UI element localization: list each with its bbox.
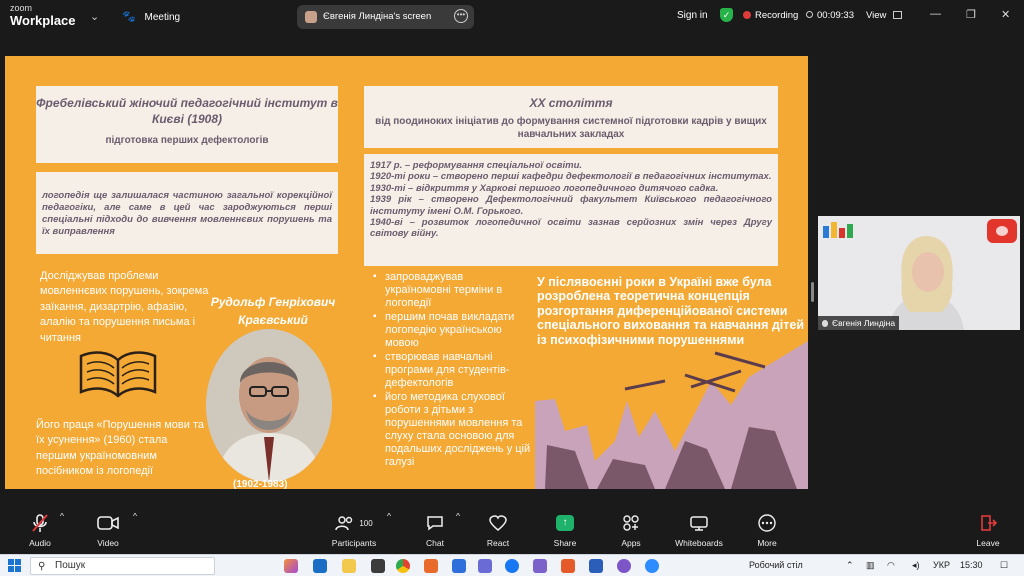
restore-icon[interactable]: ❐ — [966, 9, 976, 21]
more-button[interactable] — [747, 511, 787, 548]
whiteboard-icon — [689, 515, 709, 531]
video-button[interactable] — [88, 511, 128, 548]
participant-name: Євгенія Линдіна — [832, 318, 896, 328]
portrait-image — [206, 329, 332, 482]
store-app-icon[interactable] — [371, 559, 385, 573]
chat-label: Chat — [426, 538, 444, 548]
screen-share-pill[interactable] — [297, 5, 474, 29]
video-label: Video — [97, 538, 119, 548]
chevron-up-icon[interactable]: ^ — [60, 511, 64, 521]
app-icon[interactable] — [452, 559, 466, 573]
chrome-app-icon[interactable] — [396, 559, 410, 573]
list-item: ▪ запроваджував україномовні терміни в логопедії — [373, 271, 531, 310]
meeting-menu[interactable] — [122, 10, 180, 23]
app-icon[interactable] — [424, 559, 438, 573]
achievements-list — [373, 271, 531, 470]
microphone-icon — [822, 320, 828, 327]
grid-icon — [893, 11, 902, 19]
participants-label: Participants — [331, 538, 377, 548]
century-box — [364, 86, 778, 148]
participants-button[interactable] — [326, 511, 382, 548]
person-name: Рудольф Генріхович Краєвський — [210, 295, 336, 327]
list-item: ▪ першим почав викладати логопедію українською мовою — [373, 311, 531, 350]
app-icon[interactable] — [478, 559, 492, 573]
panel-resize-handle[interactable] — [811, 282, 814, 302]
participant-nameplate — [818, 316, 899, 330]
heart-icon — [489, 515, 507, 531]
notifications-icon[interactable]: ☐ — [1000, 560, 1009, 570]
chat-icon — [426, 515, 444, 531]
search-icon: ⚲ — [38, 561, 46, 572]
chevron-up-icon[interactable]: ^ — [387, 511, 391, 521]
meeting-toolbar — [0, 507, 1024, 553]
ruined-buildings-illustration — [535, 341, 808, 489]
more-label: More — [757, 538, 777, 548]
share-screen-icon: ↑ — [556, 515, 574, 531]
logo-zoom-text: zoom — [10, 3, 33, 13]
record-dot-icon — [743, 11, 751, 19]
taskbar-search-input[interactable] — [30, 557, 215, 575]
recording-indicator[interactable] — [743, 10, 798, 21]
windows-taskbar — [0, 554, 1024, 576]
file-explorer-icon[interactable] — [342, 559, 356, 573]
participants-count: 100 — [359, 518, 373, 528]
meeting-timer — [806, 10, 854, 21]
view-menu[interactable] — [866, 10, 902, 21]
apps-label: Apps — [621, 538, 641, 548]
logo-workplace-text: Workplace — [10, 13, 76, 28]
clock-icon — [806, 11, 813, 18]
sign-in-link[interactable]: Sign in — [677, 10, 708, 21]
school-logo — [821, 218, 857, 240]
recording-label: Recording — [755, 10, 799, 21]
whiteboards-label: Whiteboards — [675, 538, 723, 548]
close-icon[interactable]: ✕ — [1001, 9, 1011, 21]
volume-icon[interactable]: ◂) — [912, 560, 920, 570]
century-title: XX століття — [529, 96, 613, 110]
participants-icon — [335, 515, 355, 531]
leave-icon — [979, 514, 997, 532]
institute-title: Фребелівський жіночий педагогічний інститут в Києві (1908) — [36, 96, 338, 126]
top-bar — [0, 0, 1024, 34]
person-years: (1902-1983) — [233, 479, 288, 489]
timeline-item: 1920-ті роки – створено перші кафедри дефектології в педагогічних інститутах. — [370, 171, 772, 183]
word-app-icon[interactable] — [589, 559, 603, 573]
video-camera-icon — [97, 515, 119, 531]
institute-subtitle: підготовка перших дефектологів — [105, 135, 269, 147]
presenter-avatar — [305, 11, 317, 23]
copilot-app-icon[interactable] — [284, 559, 298, 573]
apps-button[interactable] — [611, 511, 651, 548]
participant-video-tile[interactable] — [818, 216, 1020, 330]
minimize-icon[interactable]: — — [930, 8, 941, 20]
book-text: Його праця «Порушення мови та їх усунення» (1960) стала першим україномовним посібником із логопедії — [36, 419, 204, 478]
powerpoint-app-icon[interactable] — [561, 559, 575, 573]
tray-chevron-icon[interactable]: ⌃ — [846, 560, 854, 570]
timer-value: 00:09:33 — [817, 10, 854, 21]
edge-app-icon[interactable] — [313, 559, 327, 573]
timeline-box — [364, 154, 778, 266]
react-button[interactable] — [478, 511, 518, 548]
chevron-up-icon[interactable]: ^ — [456, 511, 460, 521]
chat-button[interactable] — [415, 511, 455, 548]
timeline-item: 1940-ві – розвиток логопедичної освіти зазнав серйозних змін через Другу світову війну. — [370, 216, 772, 240]
paw-icon: 🐾 — [122, 11, 136, 23]
institution-emblem — [987, 219, 1017, 243]
desktop-label[interactable]: Робочий стіл — [749, 560, 803, 570]
timeline-item: 1917 р. – реформування спеціальної освіти. — [370, 160, 583, 171]
share-label: Share — [553, 538, 577, 548]
apps-icon — [622, 514, 640, 532]
viber-app-icon[interactable] — [617, 559, 631, 573]
postwar-paragraph: У післявоєнні роки в Україні вже була розроблена теоретична концепція розгортання диференційованої системи спеціального виховання та навчання дітей із психофізичними порушеннями — [537, 275, 805, 347]
more-options-icon[interactable]: ••• — [454, 9, 468, 23]
wifi-icon[interactable]: ◠ — [887, 560, 895, 570]
view-label: View — [866, 10, 887, 21]
network-icon[interactable]: ▥ — [866, 560, 875, 570]
research-text: Досліджував проблеми мовленнєвих порушень, зокрема заїкання, дизартрію, афазію, алалію та порушення письма і читання — [40, 270, 209, 344]
shared-slide — [5, 56, 808, 489]
chevron-down-icon[interactable]: ⌄ — [90, 11, 100, 23]
zoom-app-icon[interactable] — [645, 559, 659, 573]
century-subtitle: від поодиноких ініціатив до формування системної підготовки кадрів у вищих навчальних закладах — [375, 116, 767, 140]
list-item: ▪ його методика слухової роботи з дітьми з порушеннями мовлення та слуху стала основою для подальших досліджень у цій галузі — [373, 391, 531, 469]
microphone-muted-icon — [31, 513, 49, 533]
chevron-up-icon[interactable]: ^ — [133, 511, 137, 521]
audio-button[interactable] — [20, 511, 60, 548]
share-button[interactable] — [545, 511, 585, 548]
whiteboards-button[interactable] — [668, 511, 730, 548]
list-item: ▪ створював навчальні програми для студентів-дефектологів — [373, 351, 531, 390]
open-book-icon — [77, 346, 159, 402]
windows-start-icon[interactable] — [8, 559, 21, 572]
timeline-item: 1939 рік – створено Дефектологічний факультет Київського педагогічного інституту імені О.М. Горького. — [370, 194, 772, 217]
zoom-logo — [10, 4, 76, 27]
timeline-item: 1930-ті – відкриття у Харкові першого логопедичного дитячого садка. — [370, 182, 719, 194]
logopedia-box: логопедія ще залишалася частиною загальної корекційної педагогіки, але саме в цей час зароджуються перші спеціальні підходи до вивчення мовленнєвих порушень та їх виправлення — [36, 172, 338, 254]
react-label: React — [486, 538, 510, 548]
leave-label: Leave — [976, 538, 1000, 548]
teams-app-icon[interactable] — [533, 559, 547, 573]
search-placeholder: Пошук — [55, 560, 86, 571]
audio-label: Audio — [29, 538, 51, 548]
meeting-label: Meeting — [144, 12, 181, 23]
shield-check-icon[interactable]: ✓ — [720, 8, 733, 22]
facebook-app-icon[interactable] — [505, 559, 519, 573]
more-icon — [758, 514, 776, 532]
leave-button[interactable] — [968, 511, 1008, 548]
screen-share-label: Євгенія Линдіна's screen — [323, 11, 432, 22]
institute-box — [36, 86, 338, 163]
language-indicator[interactable]: УКР — [933, 560, 950, 570]
clock-time[interactable]: 15:30 — [960, 560, 983, 570]
